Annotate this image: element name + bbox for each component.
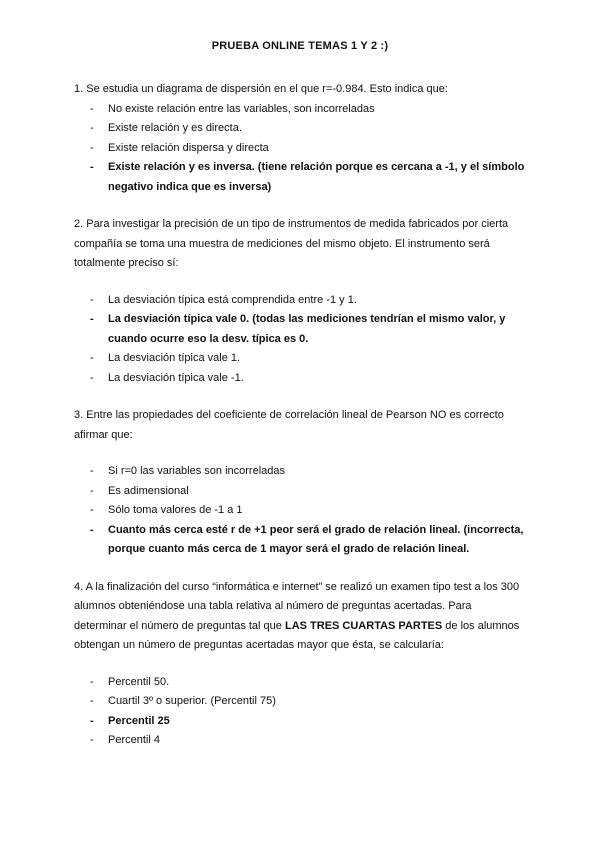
dash-bullet: - — [90, 371, 94, 384]
dash-bullet: - — [90, 352, 94, 364]
option-text: Existe relación y es directa. — [108, 122, 242, 134]
option-text: La desviación típica está comprendida entre -1 y 1. — [108, 293, 357, 306]
option-item — [90, 139, 526, 159]
dash-bullet: - — [90, 293, 94, 306]
question-3-text: 3. Entre las propiedades del coeficiente de correlación lineal de Pearson NO es correcto afirmar que: — [74, 409, 504, 441]
option-item-correct — [90, 712, 526, 732]
dash-bullet: - — [90, 504, 94, 516]
option-item — [90, 369, 526, 389]
question-4-options — [74, 673, 526, 751]
option-text: Percentil 4 — [108, 734, 160, 746]
option-item — [90, 462, 526, 482]
option-item — [90, 692, 526, 712]
option-text: No existe relación entre las variables, son incorreladas — [108, 102, 375, 115]
option-item — [90, 291, 526, 311]
question-2 — [74, 215, 526, 388]
option-text: Percentil 50. — [108, 675, 170, 688]
dash-bullet: - — [90, 523, 94, 536]
question-4 — [74, 578, 526, 751]
option-text: La desviación típica vale 0. (todas las mediciones tendrían el mismo valor, y cuando ocurre eso la desv. típica es 0. — [108, 313, 506, 345]
option-item — [90, 673, 526, 693]
dash-bullet: - — [90, 161, 94, 173]
question-1-options — [74, 100, 526, 198]
question-2-text: 2. Para investigar la precisión de un tipo de instrumentos de medida fabricados por cierta compañía se toma una muestra de mediciones del mismo objeto. El instrumento será totalmente preciso sí: — [74, 218, 509, 269]
dash-bullet: - — [90, 465, 94, 477]
option-item — [90, 349, 526, 369]
question-4-text-before: 4. A la finalización del curso “informática e internet” se realizó un examen tipo test a los 300 alumnos obteniéndose una tabla relativa al número de preguntas acertadas. Para determinar el número de preguntas tal que — [74, 580, 520, 632]
dash-bullet: - — [90, 484, 94, 497]
dash-bullet: - — [90, 313, 94, 325]
question-3 — [74, 406, 526, 560]
option-text: Si r=0 las variables son incorreladas — [108, 465, 286, 477]
option-text: Existe relación y es inversa. (tiene relación porque es cercana a -1, y el símbolo negativo indica que es inversa) — [108, 161, 525, 193]
dash-bullet: - — [90, 675, 94, 688]
question-4-highlight: LAS TRES CUARTAS PARTES — [284, 619, 443, 632]
option-item-correct — [90, 310, 526, 349]
question-4-text-after: de los alumnos obtengan un número de preguntas acertadas mayor que ésta, se calcularía: — [74, 619, 520, 651]
question-1-text: 1. Se estudia un diagrama de dispersión en el que r=-0.984. Esto indica que: — [74, 83, 448, 95]
option-text: La desviación típica vale -1. — [108, 371, 244, 384]
option-text: Percentil 25 — [108, 714, 170, 727]
document-title: PRUEBA ONLINE TEMAS 1 Y 2 :) — [211, 40, 389, 52]
question-1 — [74, 80, 526, 197]
option-text: La desviación típica vale 1. — [108, 352, 241, 364]
option-item — [90, 731, 526, 751]
option-item-correct — [90, 158, 526, 197]
dash-bullet: - — [90, 734, 94, 746]
option-text: Sólo toma valores de -1 a 1 — [108, 504, 243, 516]
option-item — [90, 482, 526, 502]
dash-bullet: - — [90, 695, 94, 707]
option-text: Es adimensional — [108, 484, 189, 497]
option-text: Cuanto más cerca esté r de +1 peor será el grado de relación lineal. (incorrecta, porque cuanto más cerca de 1 mayor será el grado de relación lineal. — [108, 523, 524, 555]
dash-bullet: - — [90, 122, 94, 134]
question-2-options — [74, 291, 526, 389]
option-item — [90, 100, 526, 120]
option-item — [90, 501, 526, 521]
dash-bullet: - — [90, 102, 94, 115]
option-item-correct — [90, 521, 526, 560]
question-3-options — [74, 462, 526, 560]
option-text: Existe relación dispersa y directa — [108, 141, 269, 154]
question-4-text — [74, 578, 526, 656]
dash-bullet: - — [90, 141, 94, 154]
option-text: Cuartil 3º o superior. (Percentil 75) — [108, 695, 276, 707]
option-item — [90, 119, 526, 139]
dash-bullet: - — [90, 714, 94, 727]
